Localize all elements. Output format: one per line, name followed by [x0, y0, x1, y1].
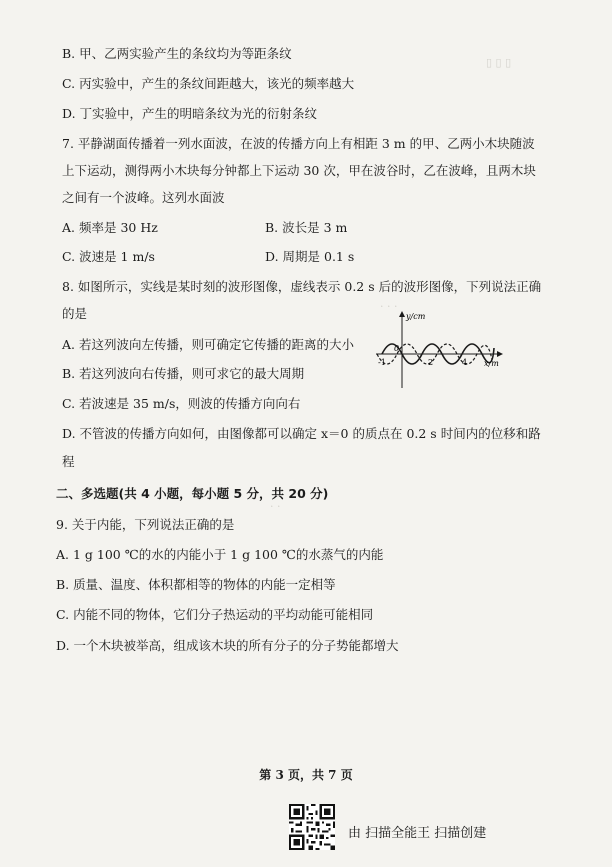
q9-option-d: D. 一个木块被举高，组成该木块的所有分子的分子势能都增大: [56, 638, 399, 653]
q9-option-c: C. 内能不同的物体，它们分子热运动的平均动能可能相同: [56, 607, 374, 622]
q7-option-c: C. 波速是 1 m/s: [62, 249, 155, 264]
section-title-multiple-choice: 二、多选题(共 4 小题，每小题 5 分，共 20 分): [56, 486, 329, 501]
x-axis-arrow: [497, 351, 503, 357]
q8-stem-line-1: 8. 如图所示，实线是某时刻的波形图像，虚线表示 0.2 s 后的波形图像，下列说法正确: [62, 279, 542, 294]
q9-option-b: B. 质量、温度、体积都相等的物体的内能一定相等: [56, 577, 336, 592]
y-axis-arrow: [399, 311, 405, 317]
tick-label-neg1: -1: [378, 358, 386, 367]
q8-option-c: C. 若波速是 35 m/s，则波的传播方向向右: [62, 396, 301, 411]
q8-option-b: B. 若这列波向右传播，则可求它的最大周期: [62, 366, 305, 381]
q7-stem-line-2: 上下运动，测得两小木块每分钟都上下运动 30 次，甲在波谷时，乙在波峰，且两木块: [62, 163, 536, 178]
scanner-watermark: 由 扫描全能王 扫描创建: [348, 826, 487, 841]
q7-option-d: D. 周期是 0.1 s: [265, 249, 355, 264]
q7-option-a: A. 频率是 30 Hz: [62, 220, 158, 235]
wave-figure: [372, 308, 504, 390]
q9-option-a: A. 1 g 100 ℃的水的内能小于 1 g 100 ℃的水蒸气的内能: [56, 547, 384, 562]
q7-stem-line-1: 7. 平静湖面传播着一列水面波，在波的传播方向上有相距 3 m 的甲、乙两小木块随波: [62, 136, 535, 151]
bleed-through-mark: · · ·: [380, 300, 398, 313]
q6-option-c: C. 丙实验中，产生的条纹间距越大，该光的频率越大: [62, 76, 355, 91]
q8-option-d-line-1: D. 不管波的传播方向如何，由图像都可以确定 x＝0 的质点在 0.2 s 时间内的位移和路: [62, 426, 541, 441]
q8-stem-line-2: 的是: [62, 306, 88, 321]
page-number: 第 3 页，共 7 页: [259, 768, 353, 782]
bleed-through-mark: ▯ ▯ ▯: [486, 56, 512, 69]
tick-label-4: 4: [462, 358, 468, 367]
q7-option-b: B. 波长是 3 m: [265, 220, 348, 235]
q7-stem-line-3: 之间有一个波峰。这列水面波: [62, 190, 225, 205]
y-axis-label: y/cm: [406, 312, 426, 321]
wave-graph: [372, 308, 504, 390]
qr-code-icon: [289, 804, 335, 850]
bleed-through-mark: · ·: [270, 500, 281, 513]
q6-option-d: D. 丁实验中，产生的明暗条纹为光的衍射条纹: [62, 106, 318, 121]
x-axis-label: x/m: [484, 359, 499, 368]
q9-stem: 9. 关于内能，下列说法正确的是: [56, 517, 235, 532]
q8-option-a: A. 若这列波向左传播，则可确定它传播的距离的大小: [62, 337, 354, 352]
tick-label-2: 2: [428, 358, 434, 367]
q6-option-b: B. 甲、乙两实验产生的条纹均为等距条纹: [62, 46, 292, 61]
tick-label-0: 0: [394, 344, 400, 353]
q8-option-d-line-2: 程: [62, 454, 75, 469]
